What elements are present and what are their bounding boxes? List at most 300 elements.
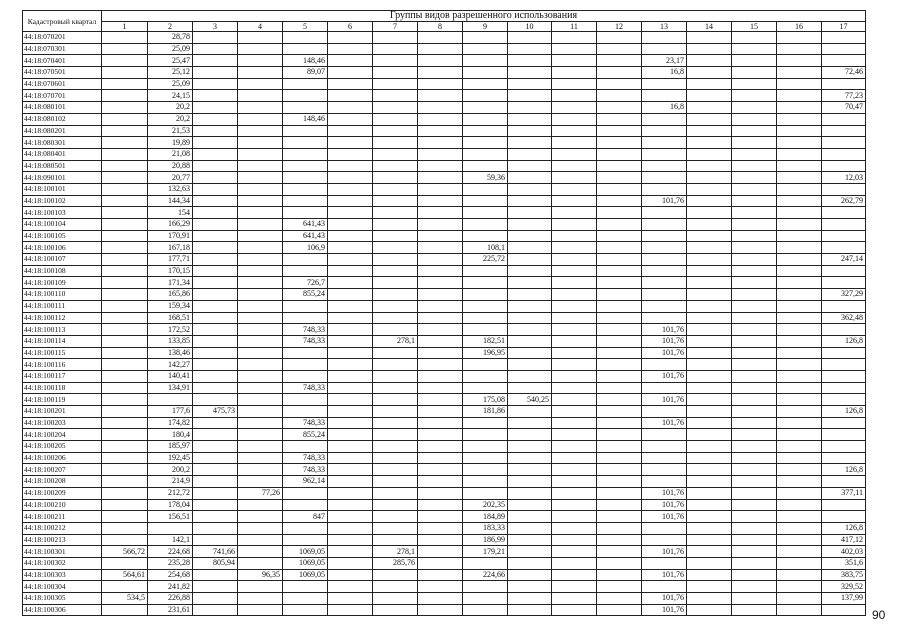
group-4-value-cell	[238, 160, 283, 172]
group-8-value-cell	[418, 289, 463, 301]
group-9-value-cell	[463, 219, 508, 231]
group-10-value-cell	[508, 604, 552, 616]
group-11-value-cell	[552, 195, 597, 207]
group-15-value-cell	[732, 347, 777, 359]
group-4-value-cell	[238, 382, 283, 394]
group-16-value-cell	[777, 183, 822, 195]
table-row	[23, 406, 866, 418]
group-11-value-cell	[552, 324, 597, 336]
group-5-value-cell: 1069,05	[283, 569, 328, 581]
group-14-value-cell	[687, 476, 732, 488]
group-14-value-cell	[687, 429, 732, 441]
group-4-value-cell	[238, 32, 283, 44]
group-4-value-cell	[238, 546, 283, 558]
group-11-value-cell	[552, 207, 597, 219]
group-6-value-cell	[328, 581, 373, 593]
table-row	[23, 487, 866, 499]
group-3-value-cell	[193, 593, 238, 605]
group-5-value-cell	[283, 499, 328, 511]
group-3-value-cell	[193, 242, 238, 254]
group-12-value-cell	[597, 137, 642, 149]
group-1-value-cell	[102, 207, 148, 219]
group-1-value-cell	[102, 394, 148, 406]
group-11-value-cell	[552, 557, 597, 569]
group-number-2: 2	[148, 22, 193, 32]
table-row	[23, 499, 866, 511]
group-7-value-cell	[373, 406, 418, 418]
group-10-value-cell	[508, 183, 552, 195]
cadastral-quarter-cell: 44:18:070501	[23, 67, 102, 79]
group-5-value-cell	[283, 581, 328, 593]
group-12-value-cell	[597, 43, 642, 55]
group-11-value-cell	[552, 394, 597, 406]
group-3-value-cell	[193, 277, 238, 289]
group-7-value-cell	[373, 312, 418, 324]
group-12-value-cell	[597, 324, 642, 336]
group-1-value-cell	[102, 230, 148, 242]
group-13-value-cell: 16,8	[642, 67, 687, 79]
group-15-value-cell	[732, 511, 777, 523]
group-6-value-cell	[328, 125, 373, 137]
cadastral-quarter-cell: 44:18:080501	[23, 160, 102, 172]
group-12-value-cell	[597, 230, 642, 242]
table-row	[23, 429, 866, 441]
group-7-value-cell	[373, 32, 418, 44]
group-14-value-cell	[687, 359, 732, 371]
group-16-value-cell	[777, 499, 822, 511]
group-7-value-cell	[373, 324, 418, 336]
group-16-value-cell	[777, 429, 822, 441]
group-8-value-cell	[418, 172, 463, 184]
group-8-value-cell	[418, 67, 463, 79]
group-15-value-cell	[732, 172, 777, 184]
group-16-value-cell	[777, 230, 822, 242]
group-7-value-cell	[373, 370, 418, 382]
group-13-value-cell: 101,76	[642, 195, 687, 207]
group-11-value-cell	[552, 581, 597, 593]
group-9-value-cell	[463, 370, 508, 382]
table-row	[23, 370, 866, 382]
group-9-value-cell: 196,95	[463, 347, 508, 359]
table-row	[23, 254, 866, 266]
group-4-value-cell	[238, 604, 283, 616]
group-15-value-cell	[732, 148, 777, 160]
group-17-value-cell	[822, 183, 866, 195]
table-row	[23, 359, 866, 371]
group-14-value-cell	[687, 78, 732, 90]
group-4-value-cell	[238, 67, 283, 79]
group-6-value-cell	[328, 476, 373, 488]
group-5-value-cell: 148,46	[283, 55, 328, 67]
group-4-value-cell	[238, 429, 283, 441]
group-9-value-cell	[463, 476, 508, 488]
group-17-value-cell	[822, 219, 866, 231]
table-row	[23, 604, 866, 616]
group-2-value-cell: 156,51	[148, 511, 193, 523]
group-17-value-cell	[822, 604, 866, 616]
group-2-value-cell	[148, 394, 193, 406]
group-14-value-cell	[687, 265, 732, 277]
group-10-value-cell	[508, 242, 552, 254]
group-1-value-cell	[102, 242, 148, 254]
group-11-value-cell	[552, 242, 597, 254]
group-16-value-cell	[777, 557, 822, 569]
group-11-value-cell	[552, 300, 597, 312]
table-row	[23, 476, 866, 488]
group-4-value-cell	[238, 464, 283, 476]
group-12-value-cell	[597, 406, 642, 418]
group-1-value-cell	[102, 499, 148, 511]
group-5-value-cell	[283, 172, 328, 184]
group-3-value-cell	[193, 137, 238, 149]
group-5-value-cell	[283, 534, 328, 546]
group-1-value-cell	[102, 102, 148, 114]
group-15-value-cell	[732, 78, 777, 90]
group-7-value-cell	[373, 254, 418, 266]
group-6-value-cell	[328, 312, 373, 324]
group-11-value-cell	[552, 125, 597, 137]
cadastral-quarter-cell: 44:18:100108	[23, 265, 102, 277]
group-13-value-cell: 101,76	[642, 394, 687, 406]
group-number-row	[23, 22, 866, 32]
group-17-value-cell	[822, 370, 866, 382]
group-2-value-cell: 20,88	[148, 160, 193, 172]
group-8-value-cell	[418, 499, 463, 511]
group-16-value-cell	[777, 90, 822, 102]
group-8-value-cell	[418, 102, 463, 114]
group-1-value-cell	[102, 113, 148, 125]
group-6-value-cell	[328, 394, 373, 406]
group-11-value-cell	[552, 593, 597, 605]
table-row	[23, 300, 866, 312]
group-5-value-cell	[283, 593, 328, 605]
group-8-value-cell	[418, 113, 463, 125]
group-17-value-cell	[822, 417, 866, 429]
group-15-value-cell	[732, 546, 777, 558]
group-14-value-cell	[687, 604, 732, 616]
group-17-value-cell	[822, 359, 866, 371]
group-9-value-cell	[463, 429, 508, 441]
cadastral-quarter-cell: 44:18:100104	[23, 219, 102, 231]
group-number-7: 7	[373, 22, 418, 32]
group-7-value-cell	[373, 55, 418, 67]
group-13-value-cell	[642, 464, 687, 476]
group-16-value-cell	[777, 534, 822, 546]
group-5-value-cell	[283, 207, 328, 219]
group-1-value-cell	[102, 254, 148, 266]
group-2-value-cell: 200,2	[148, 464, 193, 476]
group-17-value-cell	[822, 499, 866, 511]
group-5-value-cell: 748,33	[283, 417, 328, 429]
group-10-value-cell	[508, 370, 552, 382]
group-5-value-cell	[283, 160, 328, 172]
table-row	[23, 522, 866, 534]
group-7-value-cell	[373, 569, 418, 581]
group-12-value-cell	[597, 522, 642, 534]
group-6-value-cell	[328, 55, 373, 67]
group-16-value-cell	[777, 195, 822, 207]
group-12-value-cell	[597, 347, 642, 359]
group-4-value-cell	[238, 113, 283, 125]
group-11-value-cell	[552, 406, 597, 418]
group-10-value-cell	[508, 593, 552, 605]
group-8-value-cell	[418, 183, 463, 195]
groups-header: Группы видов разрешенного использования	[102, 11, 866, 22]
group-13-value-cell	[642, 230, 687, 242]
group-15-value-cell	[732, 102, 777, 114]
group-10-value-cell	[508, 534, 552, 546]
group-1-value-cell	[102, 406, 148, 418]
group-1-value-cell	[102, 289, 148, 301]
cadastral-quarter-cell: 44:18:080301	[23, 137, 102, 149]
group-8-value-cell	[418, 452, 463, 464]
table-row	[23, 137, 866, 149]
group-1-value-cell	[102, 43, 148, 55]
group-13-value-cell	[642, 289, 687, 301]
group-15-value-cell	[732, 417, 777, 429]
group-17-value-cell	[822, 148, 866, 160]
group-4-value-cell	[238, 195, 283, 207]
group-14-value-cell	[687, 464, 732, 476]
group-9-value-cell	[463, 604, 508, 616]
group-8-value-cell	[418, 604, 463, 616]
cadastral-quarter-cell: 44:18:100206	[23, 452, 102, 464]
group-16-value-cell	[777, 102, 822, 114]
group-9-value-cell	[463, 300, 508, 312]
group-2-value-cell: 138,46	[148, 347, 193, 359]
group-13-value-cell: 101,76	[642, 324, 687, 336]
group-16-value-cell	[777, 511, 822, 523]
group-3-value-cell	[193, 382, 238, 394]
group-4-value-cell	[238, 148, 283, 160]
group-1-value-cell	[102, 137, 148, 149]
group-7-value-cell	[373, 78, 418, 90]
group-2-value-cell: 166,29	[148, 219, 193, 231]
group-3-value-cell	[193, 499, 238, 511]
group-2-value-cell: 231,61	[148, 604, 193, 616]
group-13-value-cell: 101,76	[642, 417, 687, 429]
group-8-value-cell	[418, 160, 463, 172]
group-5-value-cell: 726,7	[283, 277, 328, 289]
group-4-value-cell	[238, 102, 283, 114]
group-6-value-cell	[328, 172, 373, 184]
land-use-table	[22, 10, 866, 616]
group-9-value-cell	[463, 90, 508, 102]
group-4-value-cell	[238, 347, 283, 359]
group-13-value-cell	[642, 113, 687, 125]
table-row	[23, 593, 866, 605]
cadastral-quarter-cell: 44:18:100205	[23, 441, 102, 453]
group-1-value-cell: 566,72	[102, 546, 148, 558]
group-4-value-cell	[238, 125, 283, 137]
group-4-value-cell	[238, 511, 283, 523]
group-15-value-cell	[732, 195, 777, 207]
group-16-value-cell	[777, 522, 822, 534]
group-2-value-cell: 144,34	[148, 195, 193, 207]
group-11-value-cell	[552, 464, 597, 476]
group-14-value-cell	[687, 335, 732, 347]
group-3-value-cell	[193, 476, 238, 488]
group-15-value-cell	[732, 324, 777, 336]
group-17-value-cell	[822, 137, 866, 149]
group-6-value-cell	[328, 324, 373, 336]
group-4-value-cell	[238, 370, 283, 382]
group-9-value-cell	[463, 43, 508, 55]
group-9-value-cell	[463, 160, 508, 172]
group-6-value-cell	[328, 113, 373, 125]
group-9-value-cell	[463, 230, 508, 242]
group-2-value-cell	[148, 522, 193, 534]
group-17-value-cell	[822, 347, 866, 359]
table-row	[23, 289, 866, 301]
table-row	[23, 324, 866, 336]
group-16-value-cell	[777, 160, 822, 172]
group-9-value-cell	[463, 195, 508, 207]
group-7-value-cell	[373, 172, 418, 184]
group-13-value-cell	[642, 43, 687, 55]
group-14-value-cell	[687, 125, 732, 137]
group-1-value-cell	[102, 581, 148, 593]
group-14-value-cell	[687, 370, 732, 382]
group-10-value-cell	[508, 335, 552, 347]
group-4-value-cell	[238, 441, 283, 453]
group-13-value-cell	[642, 300, 687, 312]
group-5-value-cell: 748,33	[283, 335, 328, 347]
group-2-value-cell: 25,47	[148, 55, 193, 67]
group-3-value-cell	[193, 230, 238, 242]
group-5-value-cell: 641,43	[283, 219, 328, 231]
group-11-value-cell	[552, 441, 597, 453]
group-7-value-cell	[373, 242, 418, 254]
group-9-value-cell	[463, 113, 508, 125]
group-9-value-cell	[463, 441, 508, 453]
group-12-value-cell	[597, 569, 642, 581]
group-1-value-cell	[102, 476, 148, 488]
group-7-value-cell	[373, 452, 418, 464]
group-1-value-cell	[102, 604, 148, 616]
group-5-value-cell	[283, 125, 328, 137]
cadastral-quarter-cell: 44:18:100203	[23, 417, 102, 429]
group-7-value-cell	[373, 148, 418, 160]
group-16-value-cell	[777, 43, 822, 55]
group-number-12: 12	[597, 22, 642, 32]
group-2-value-cell: 172,52	[148, 324, 193, 336]
group-9-value-cell	[463, 265, 508, 277]
group-9-value-cell	[463, 102, 508, 114]
group-12-value-cell	[597, 195, 642, 207]
group-11-value-cell	[552, 78, 597, 90]
group-14-value-cell	[687, 522, 732, 534]
group-5-value-cell	[283, 195, 328, 207]
group-15-value-cell	[732, 230, 777, 242]
group-7-value-cell	[373, 429, 418, 441]
group-15-value-cell	[732, 219, 777, 231]
group-17-value-cell: 402,03	[822, 546, 866, 558]
group-7-value-cell	[373, 265, 418, 277]
group-3-value-cell	[193, 429, 238, 441]
group-17-value-cell: 247,14	[822, 254, 866, 266]
group-16-value-cell	[777, 148, 822, 160]
group-8-value-cell	[418, 312, 463, 324]
group-3-value-cell	[193, 312, 238, 324]
group-6-value-cell	[328, 265, 373, 277]
group-10-value-cell	[508, 172, 552, 184]
group-6-value-cell	[328, 347, 373, 359]
group-17-value-cell	[822, 113, 866, 125]
document-sheet	[22, 10, 866, 616]
group-number-8: 8	[418, 22, 463, 32]
group-12-value-cell	[597, 382, 642, 394]
group-7-value-cell	[373, 476, 418, 488]
group-3-value-cell	[193, 487, 238, 499]
group-3-value-cell: 805,94	[193, 557, 238, 569]
group-4-value-cell	[238, 289, 283, 301]
group-11-value-cell	[552, 429, 597, 441]
group-5-value-cell	[283, 522, 328, 534]
group-17-value-cell: 126,8	[822, 522, 866, 534]
group-14-value-cell	[687, 394, 732, 406]
group-9-value-cell	[463, 487, 508, 499]
group-13-value-cell	[642, 137, 687, 149]
group-14-value-cell	[687, 160, 732, 172]
group-4-value-cell	[238, 476, 283, 488]
group-11-value-cell	[552, 569, 597, 581]
group-14-value-cell	[687, 219, 732, 231]
group-15-value-cell	[732, 207, 777, 219]
group-14-value-cell	[687, 534, 732, 546]
group-17-value-cell	[822, 32, 866, 44]
group-12-value-cell	[597, 55, 642, 67]
group-13-value-cell: 16,8	[642, 102, 687, 114]
group-13-value-cell: 101,76	[642, 546, 687, 558]
group-7-value-cell	[373, 511, 418, 523]
group-10-value-cell	[508, 230, 552, 242]
group-10-value-cell	[508, 125, 552, 137]
group-13-value-cell	[642, 78, 687, 90]
group-15-value-cell	[732, 289, 777, 301]
group-3-value-cell	[193, 265, 238, 277]
table-row	[23, 90, 866, 102]
group-8-value-cell	[418, 32, 463, 44]
table-row	[23, 67, 866, 79]
group-11-value-cell	[552, 172, 597, 184]
group-4-value-cell	[238, 359, 283, 371]
group-10-value-cell	[508, 569, 552, 581]
group-1-value-cell	[102, 534, 148, 546]
group-16-value-cell	[777, 417, 822, 429]
group-15-value-cell	[732, 137, 777, 149]
group-3-value-cell	[193, 300, 238, 312]
group-9-value-cell	[463, 324, 508, 336]
table-row	[23, 394, 866, 406]
table-row	[23, 55, 866, 67]
group-9-value-cell	[463, 277, 508, 289]
group-4-value-cell	[238, 90, 283, 102]
group-6-value-cell	[328, 195, 373, 207]
group-13-value-cell	[642, 254, 687, 266]
group-2-value-cell: 241,82	[148, 581, 193, 593]
group-14-value-cell	[687, 55, 732, 67]
group-11-value-cell	[552, 417, 597, 429]
group-6-value-cell	[328, 417, 373, 429]
group-6-value-cell	[328, 78, 373, 90]
group-6-value-cell	[328, 230, 373, 242]
group-17-value-cell	[822, 230, 866, 242]
group-4-value-cell	[238, 219, 283, 231]
group-11-value-cell	[552, 113, 597, 125]
group-15-value-cell	[732, 370, 777, 382]
group-17-value-cell	[822, 125, 866, 137]
